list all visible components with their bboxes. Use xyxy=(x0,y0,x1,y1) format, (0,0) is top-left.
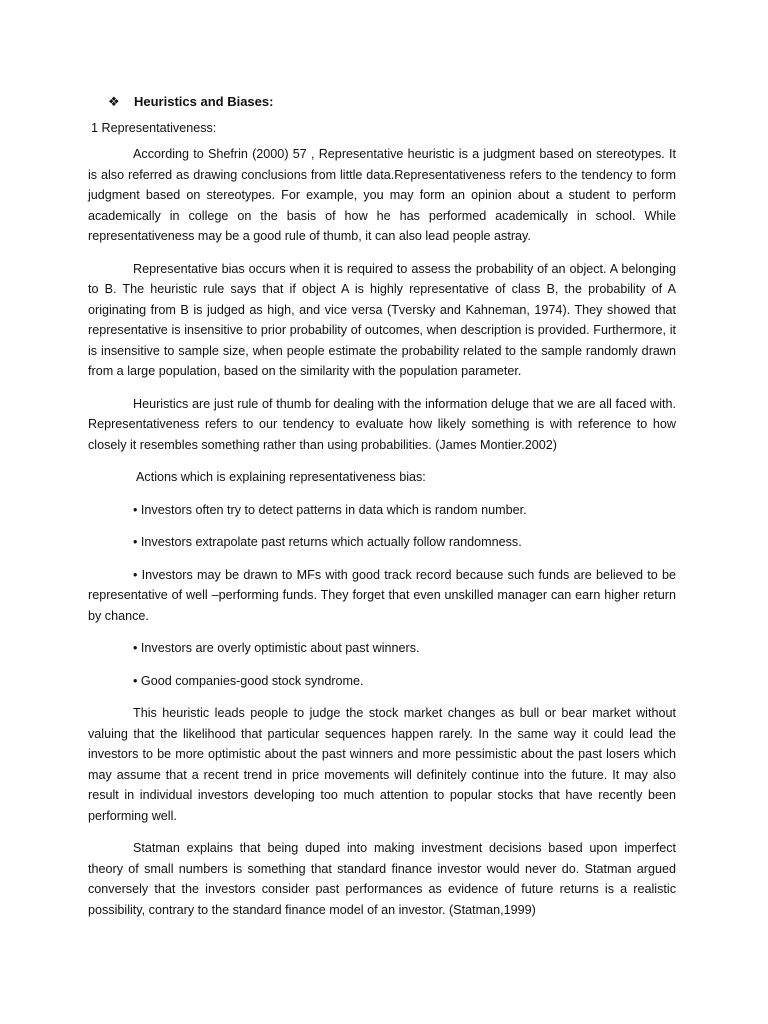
subsection-title: 1 Representativeness: xyxy=(91,120,217,135)
section-heading xyxy=(108,92,676,113)
paragraph-3: Heuristics are just rule of thumb for dealing with the information deluge that we are all faced with. Representativeness refers to our tendency to evaluate how likely something is with reference to how closely it resembles something rather than using probabilities. (James Montier.2002) xyxy=(88,396,676,452)
bullet-item-5: • Good companies-good stock syndrome. xyxy=(133,673,364,688)
closing-paragraph-2: Statman explains that being duped into making investment decisions based upon imperfect theory of small numbers is something that standard finance investor would never do. Statman argued conversely that the investors consider past performances as evidence of future returns is a realistic possibility, contrary to the standard finance model of an investor. (Statman,1999) xyxy=(88,841,676,917)
bullet-item-4: • Investors are overly optimistic about past winners. xyxy=(133,641,420,655)
bullet-item-2: • Investors extrapolate past returns which actually follow randomness. xyxy=(133,535,522,549)
bullet-item-1: • Investors often try to detect patterns in data which is random number. xyxy=(133,502,527,517)
diamond-bullet-icon: ❖ xyxy=(108,94,120,109)
closing-paragraph-1: This heuristic leads people to judge the stock market changes as bull or bear market without valuing that the likelihood that particular sequences happen rarely. In the same way it could lead the investors to be more optimistic about the past winners and more pessimistic about the past losers which may assume that a recent trend in price movements will definitely continue into the future. It may also result in individual investors developing too much attention to popular stocks that have recently been performing well. xyxy=(88,706,676,823)
paragraph-2: Representative bias occurs when it is required to assess the probability of an object. A belonging to B. The heuristic rule says that if object A is highly representative of class B, the probability of A originating from B is judged as high, and vice versa (Tversky and Kahneman, 1974). They showed that representative is insensitive to prior probability of outcomes, when description is provided. Furthermore, it is insensitive to sample size, when people estimate the probability related to the sample randomly drawn from a large population, based on the similarity with the population parameter. xyxy=(88,261,676,378)
bullet-item-3: • Investors may be drawn to MFs with good track record because such funds are believed to be representative of well –performing funds. They forget that even unskilled manager can earn higher return by chance. xyxy=(88,567,676,623)
list-intro: Actions which is explaining representativeness bias: xyxy=(136,470,426,484)
section-title: Heuristics and Biases: xyxy=(134,94,274,109)
document-page xyxy=(88,92,676,932)
paragraph-1: According to Shefrin (2000) 57 , Representative heuristic is a judgment based on stereotypes. It is also referred as drawing conclusions from little data.Representativeness refers to the tendency to form judgment based on stereotypes. For example, you may form an opinion about a student to perform academically in college on the basis of how he has performed academically in school. While representativeness may be a good rule of thumb, it can also lead people astray. xyxy=(88,147,676,243)
